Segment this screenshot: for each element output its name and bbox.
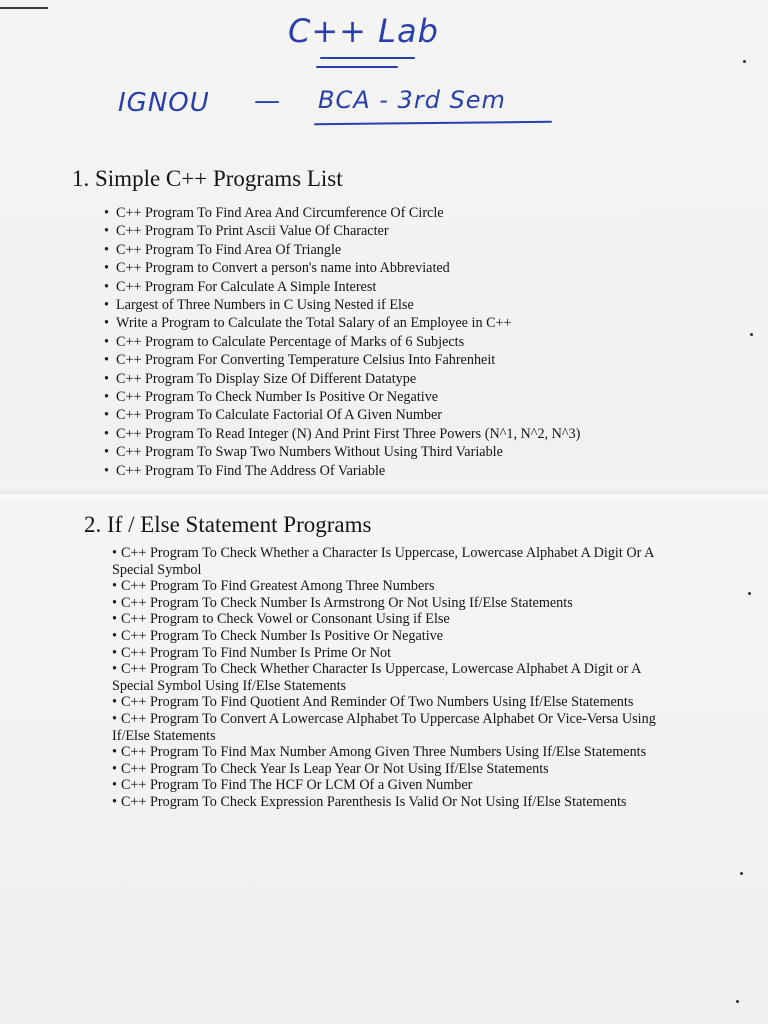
list-item: • C++ Program To Find Max Number Among Given Three Numbers Using If/Else Statements	[112, 744, 677, 761]
list-item: • C++ Program To Check Number Is Positive Or Negative	[104, 388, 580, 406]
paper-fold	[0, 487, 768, 501]
list-item: • C++ Program to Convert a person's name into Abbreviated	[104, 259, 580, 277]
list-item: • C++ Program For Calculate A Simple Interest	[104, 278, 580, 296]
edge-dot	[736, 1000, 739, 1003]
list-item: • C++ Program To Calculate Factorial Of A Given Number	[104, 406, 580, 424]
subtitle-underline	[314, 121, 552, 125]
list-item: • C++ Program To Check Year Is Leap Year Or Not Using If/Else Statements	[112, 761, 677, 778]
list-item: • C++ Program To Check Number Is Armstrong Or Not Using If/Else Statements	[112, 595, 677, 612]
list-item: • C++ Program To Find The Address Of Variable	[104, 462, 580, 480]
list-item: • C++ Program To Check Expression Parenthesis Is Valid Or Not Using If/Else Statements	[112, 794, 677, 811]
list-item: • C++ Program To Find Number Is Prime Or Not	[112, 645, 677, 662]
list-item: • C++ Program To Check Whether a Character Is Uppercase, Lowercase Alphabet A Digit Or A Special Symbol	[112, 545, 677, 578]
section-heading-if-else-programs: 2. If / Else Statement Programs	[84, 512, 372, 537]
edge-dot	[748, 592, 751, 595]
title-underline	[316, 66, 398, 68]
edge-dot	[743, 60, 746, 63]
handwritten-subtitle-right: BCA - 3rd Sem	[318, 86, 506, 114]
if-else-programs-list	[112, 545, 677, 811]
list-item: • C++ Program To Read Integer (N) And Print First Three Powers (N^1, N^2, N^3)	[104, 425, 580, 443]
simple-programs-list	[104, 204, 580, 480]
list-item: • C++ Program For Converting Temperature Celsius Into Fahrenheit	[104, 351, 580, 369]
list-item: • C++ Program To Check Number Is Positive Or Negative	[112, 628, 677, 645]
list-item: • C++ Program To Print Ascii Value Of Character	[104, 222, 580, 240]
section-heading-simple-programs: 1. Simple C++ Programs List	[72, 166, 343, 191]
list-item: • C++ Program To Check Whether Character Is Uppercase, Lowercase Alphabet A Digit or A Special Symbol Using If/Else Statements	[112, 661, 677, 694]
list-item: • C++ Program To Convert A Lowercase Alphabet To Uppercase Alphabet Or Vice-Versa Using If/Else Statements	[112, 711, 677, 744]
title-underline	[320, 57, 415, 59]
handwritten-title: C++ Lab	[288, 12, 439, 50]
edge-dot	[740, 872, 743, 875]
list-item: • C++ Program To Find Quotient And Reminder Of Two Numbers Using If/Else Statements	[112, 694, 677, 711]
edge-dot	[750, 333, 753, 336]
corner-mark	[0, 7, 48, 9]
handwritten-subtitle-left: IGNOU	[118, 88, 210, 118]
list-item: • C++ Program to Calculate Percentage of Marks of 6 Subjects	[104, 333, 580, 351]
list-item: • C++ Program To Find Greatest Among Three Numbers	[112, 578, 677, 595]
list-item: • C++ Program To Swap Two Numbers Without Using Third Variable	[104, 443, 580, 461]
handwritten-subtitle-dash: —	[254, 86, 281, 116]
list-item: • C++ Program To Display Size Of Different Datatype	[104, 370, 580, 388]
list-item: • C++ Program to Check Vowel or Consonant Using if Else	[112, 611, 677, 628]
list-item: • Largest of Three Numbers in C Using Nested if Else	[104, 296, 580, 314]
list-item: • C++ Program To Find Area Of Triangle	[104, 241, 580, 259]
list-item: • Write a Program to Calculate the Total Salary of an Employee in C++	[104, 314, 580, 332]
list-item: • C++ Program To Find Area And Circumference Of Circle	[104, 204, 580, 222]
list-item: • C++ Program To Find The HCF Or LCM Of a Given Number	[112, 777, 677, 794]
